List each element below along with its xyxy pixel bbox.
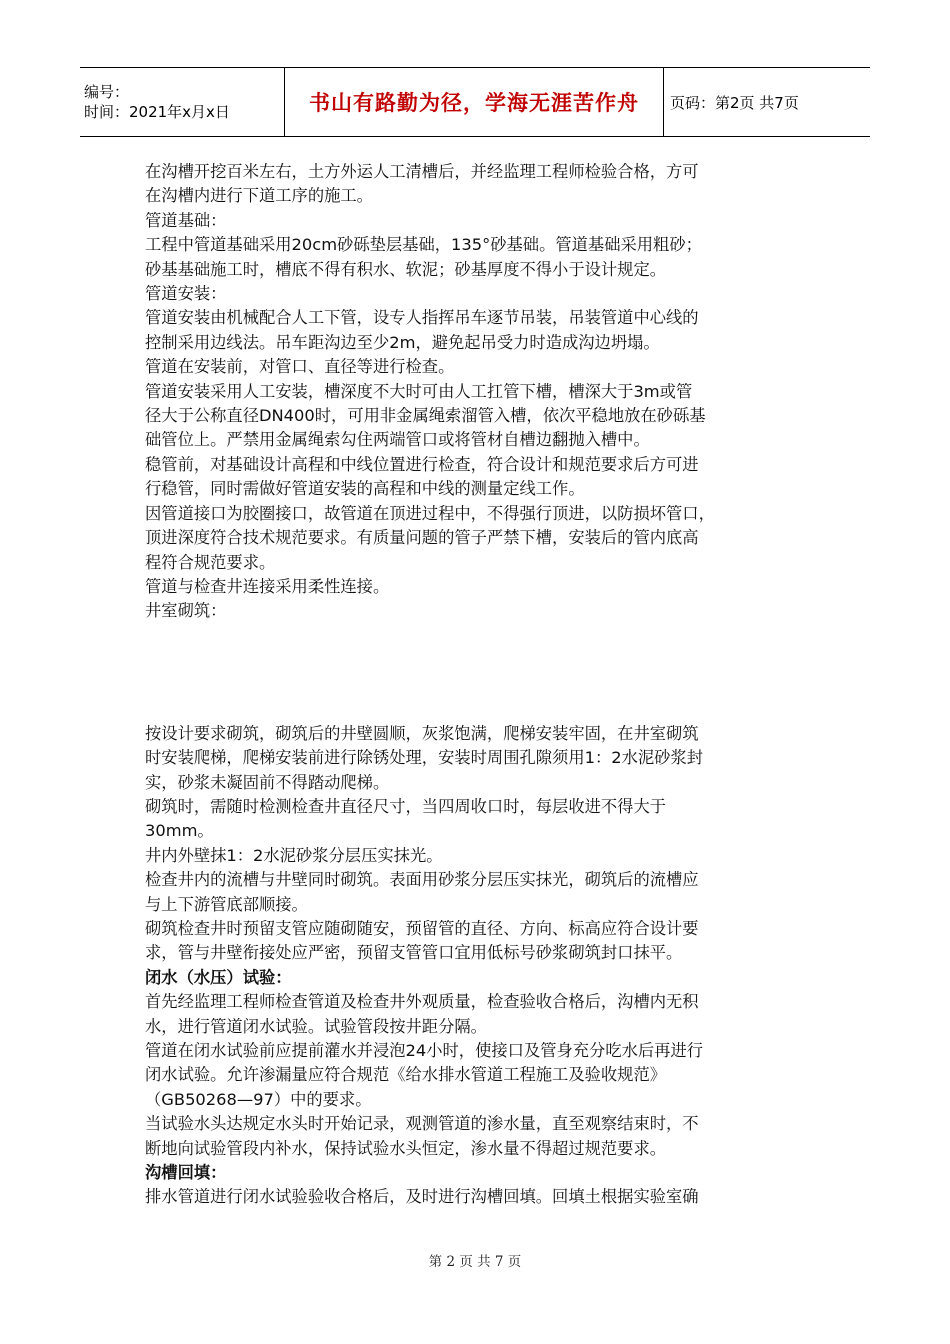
heading-water-test: 闭水（水压）试验：: [145, 967, 292, 987]
text-line: 当试验水头达规定水头时开始记录，观测管道的渗水量，直至观察结束时，不: [145, 1114, 699, 1134]
text-line: 求，管与井壁衔接处应严密，预留支管管口宜用低标号砂浆砌筑封口抹平。: [145, 943, 683, 963]
body-section-well-masonry: [145, 722, 815, 966]
text-line: 断地向试验管段内补水，保持试验水头恒定，渗水量不得超过规范要求。: [145, 1138, 667, 1158]
text-line: 砌筑时，需随时检测检查井直径尺寸，当四周收口时，每层收进不得大于: [145, 796, 667, 816]
text-line: 水，进行管道闭水试验。试验管段按井距分隔。: [145, 1016, 487, 1036]
blank-space: [145, 624, 815, 722]
text-line: 砌筑检查井时预留支管应随砌随安，预留管的直径、方向、标高应符合设计要: [145, 918, 699, 938]
text-line: 管道基础：: [145, 210, 227, 230]
text-line: （GB50268—97）中的要求。: [145, 1089, 372, 1109]
body-section-water-test: [145, 990, 815, 1161]
body-section-backfill: [145, 1185, 815, 1209]
header-page-cell: [664, 68, 870, 136]
text-line: 管道在安装前，对管口、直径等进行检查。: [145, 357, 455, 377]
text-line: 与上下游管底部顺接。: [145, 894, 308, 914]
header-motto: 书山有路勤为径，学海无涯苦作舟: [309, 91, 639, 115]
text-line: 排水管道进行闭水试验验收合格后，及时进行沟槽回填。回填土根据实验室确: [145, 1187, 699, 1207]
header-motto-cell: [285, 68, 664, 136]
text-line: 检查井内的流槽与井壁同时砌筑。表面用砂浆分层压实抹光，砌筑后的流槽应: [145, 870, 699, 890]
text-line: 管道安装采用人工安装，槽深度不大时可由人工扛管下槽，槽深大于3m或管: [145, 381, 693, 401]
text-line: 砂基基础施工时，槽底不得有积水、软泥；砂基厚度不得小于设计规定。: [145, 259, 667, 279]
header-meta: [80, 68, 285, 136]
document-body: [145, 160, 815, 1210]
text-line: 管道在闭水试验前应提前灌水并浸泡24小时，使接口及管身充分吃水后再进行: [145, 1041, 704, 1060]
page-footer: 第 2 页 共 7 页: [428, 1254, 522, 1270]
text-line: 程符合规范要求。: [145, 552, 276, 572]
text-line: 径大于公称直径DN400时，可用非金属绳索溜管入槽，依次平稳地放在砂砾基: [145, 406, 706, 426]
header-page-info: 页码：第2页 共7页: [670, 93, 799, 112]
text-line: 30mm。: [145, 821, 214, 841]
text-line: 工程中管道基础采用20cm砂砾垫层基础，135°砂基础。管道基础采用粗砂；: [145, 235, 702, 255]
document-number-label: 编号：: [84, 83, 130, 101]
text-line: 管道与检查井连接采用柔性连接。: [145, 576, 390, 596]
text-line: 按设计要求砌筑，砌筑后的井壁圆顺，灰浆饱满，爬梯安装牢固，在井室砌筑: [145, 723, 699, 743]
text-line: 因管道接口为胶圈接口，故管道在顶进过程中，不得强行顶进，以防损坏管口，: [145, 503, 715, 523]
text-line: 管道安装由机械配合人工下管，设专人指挥吊车逐节吊装，吊装管道中心线的: [145, 308, 699, 328]
text-line: 管道安装：: [145, 284, 227, 304]
text-line: 础管位上。严禁用金属绳索勾住两端管口或将管材自槽边翻抛入槽中。: [145, 430, 650, 450]
text-line: 顶进深度符合技术规范要求。有质量问题的管子严禁下槽，安装后的管内底高: [145, 528, 699, 548]
text-line: 在沟槽内进行下道工序的施工。: [145, 186, 373, 206]
text-line: 闭水试验。允许渗漏量应符合规范《给水排水管道工程施工及验收规范》: [145, 1065, 667, 1085]
text-line: 井内外壁抹1：2水泥砂浆分层压实抹光。: [145, 845, 443, 865]
text-line: 实，砂浆未凝固前不得踏动爬梯。: [145, 772, 390, 792]
text-line: 稳管前，对基础设计高程和中线位置进行检查，符合设计和规范要求后方可进: [145, 454, 699, 474]
page-header: [80, 67, 870, 137]
text-line: 控制采用边线法。吊车距沟边至少2m，避免起吊受力时造成沟边坍塌。: [145, 332, 660, 352]
text-line: 井室砌筑：: [145, 601, 227, 621]
text-line: 在沟槽开挖百米左右，土方外运人工清槽后，并经监理工程师检验合格，方可: [145, 162, 699, 181]
text-line: 时安装爬梯，爬梯安装前进行除锈处理，安装时周围孔隙须用1：2水泥砂浆封: [145, 748, 704, 768]
body-section-pipe-installation: [145, 160, 815, 624]
text-line: 行稳管，同时需做好管道安装的高程和中线的测量定线工作。: [145, 479, 585, 499]
heading-backfill: 沟槽回填：: [145, 1163, 227, 1183]
document-time-label: 时间：2021年x月x日: [84, 103, 230, 121]
text-line: 首先经监理工程师检查管道及检查井外观质量，检查验收合格后，沟槽内无积: [145, 992, 699, 1012]
